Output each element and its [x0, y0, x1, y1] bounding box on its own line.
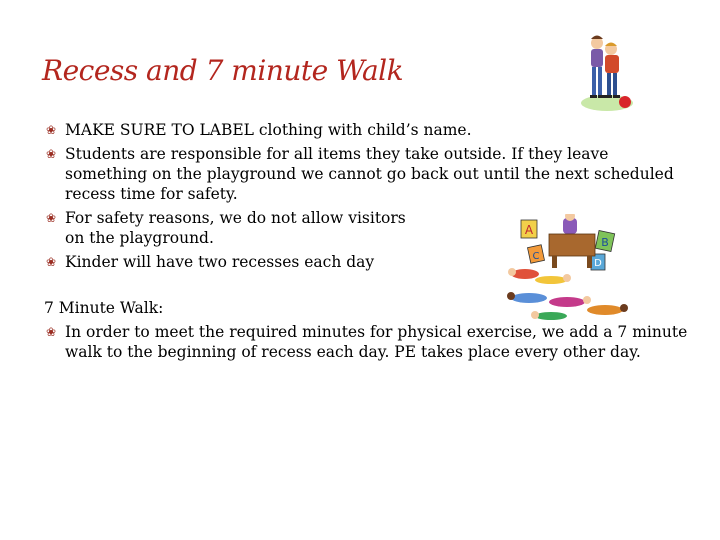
flourish-bullet-icon: ❀	[46, 147, 57, 161]
flourish-bullet-icon: ❀	[46, 255, 57, 269]
block-letter-d: D	[594, 258, 602, 269]
block-letter-a: A	[524, 223, 534, 237]
bullet-text: MAKE SURE TO LABEL clothing with child’s name.	[65, 121, 472, 139]
bullet-text: Students are responsible for all items they take outside. If they leave something on the playground we cannot go back out until the next scheduled recess time for safety.	[65, 145, 674, 203]
bullet-item	[44, 252, 694, 272]
bullet-text: Kinder will have two recesses each day	[65, 253, 375, 271]
block-letter-c: C	[532, 251, 540, 262]
block-letter-b: B	[601, 236, 609, 249]
flourish-bullet-icon: ❀	[46, 123, 57, 137]
section-heading: 7 Minute Walk:	[44, 299, 164, 317]
bullet-text: In order to meet the required minutes for physical exercise, we add a 7 minute walk to the beginning of recess each day. PE takes place every other day.	[65, 323, 688, 361]
bullet-item	[44, 208, 425, 248]
flourish-bullet-icon: ❀	[46, 325, 57, 339]
children-playing-icon	[575, 33, 637, 113]
bullet-item	[44, 322, 694, 362]
flourish-bullet-icon: ❀	[46, 211, 57, 225]
bullet-list	[44, 120, 694, 366]
bullet-text: For safety reasons, we do not allow visitors on the playground.	[65, 209, 406, 247]
slide-title: Recess and 7 minute Walk	[42, 54, 404, 87]
bullet-item	[44, 120, 694, 140]
bullet-item	[44, 144, 694, 204]
